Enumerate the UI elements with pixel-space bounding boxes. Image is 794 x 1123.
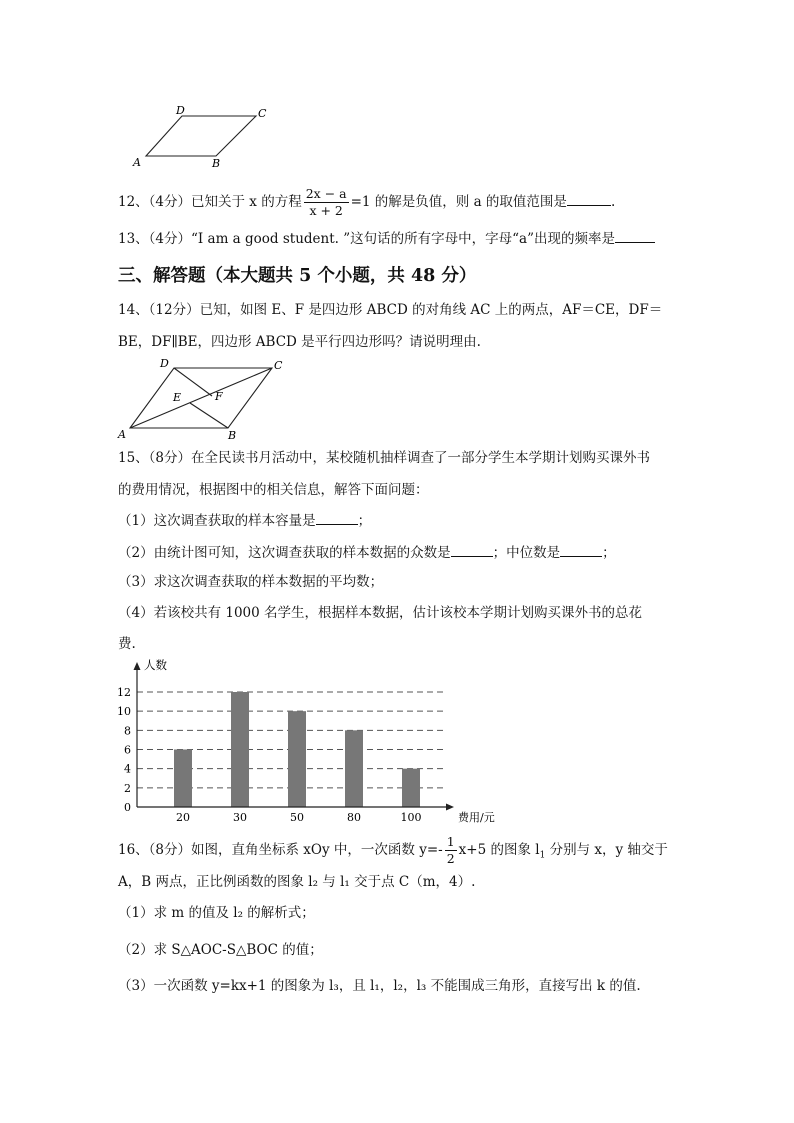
question-15-part-1 — [118, 510, 371, 531]
vertex-label-c: C — [258, 107, 267, 120]
segment-be — [190, 403, 228, 428]
vertex-label-b: B — [212, 157, 221, 170]
bar-100 — [402, 769, 420, 807]
question-15-part-4-line-2: 费. — [118, 636, 136, 652]
q16-fraction — [445, 834, 457, 867]
fig2-label-c: C — [274, 359, 283, 372]
question-16-part-1: （1）求 m 的值及 l₂ 的解析式； — [118, 905, 315, 921]
q12-end: . — [610, 194, 616, 210]
q15-p2-median-blank[interactable] — [560, 542, 602, 557]
question-16-part-2: （2）求 S△AOC-S△BOC 的值； — [118, 942, 323, 958]
y-tick-label: 8 — [124, 724, 131, 738]
fig2-label-e: E — [173, 391, 182, 404]
question-16-line-1 — [118, 834, 668, 867]
question-15-part-2 — [118, 542, 616, 563]
fig2-label-f: F — [215, 390, 223, 403]
q12-fraction-denominator: x + 2 — [309, 203, 343, 218]
diagonal-ac — [130, 368, 272, 428]
q15-p2-text-a: （2）由统计图可知，这次调查获取的样本数据的众数是 — [118, 545, 451, 561]
q12-answer-blank[interactable] — [567, 191, 611, 206]
fig2-label-a: A — [118, 428, 126, 441]
bar-20 — [174, 750, 192, 808]
x-tick-label: 80 — [347, 811, 361, 824]
q13-answer-blank[interactable] — [615, 228, 655, 243]
q16-text-b: x+5 的图象 l — [458, 842, 540, 858]
y-tick-label: 4 — [124, 762, 131, 776]
q12-suffix: =1 的解是负值，则 a 的取值范围是 — [350, 194, 567, 210]
question-16-line-2: A，B 两点，正比例函数的图象 l₂ 与 l₁ 交于点 C（m，4）. — [118, 874, 476, 890]
q15-p1-end: ； — [357, 513, 372, 529]
parallelogram-figure-1 — [128, 104, 278, 172]
question-15-line-1: 15、（8分）在全民读书月活动中，某校随机抽样调查了一部分学生本学期计划购买课外书 — [118, 450, 651, 466]
q15-p1-text: （1）这次调查获取的样本容量是 — [118, 513, 316, 529]
q15-p2-mode-blank[interactable] — [451, 542, 493, 557]
x-tick-label: 20 — [176, 811, 190, 824]
x-tick-label: 50 — [290, 811, 304, 824]
fig2-label-b: B — [228, 429, 237, 442]
q15-p2-text-b: ；中位数是 — [492, 545, 561, 561]
bar-50 — [288, 711, 306, 807]
vertex-label-d: D — [176, 104, 185, 117]
question-15-part-3: （3）求这次调查获取的样本数据的平均数； — [118, 574, 384, 590]
q16-subscript: 1 — [539, 850, 546, 861]
x-axis-arrow — [446, 804, 454, 811]
question-15-part-4-line-1: （4）若该校共有 1000 名学生，根据样本数据，估计该校本学期计划购买课外书的总花 — [118, 605, 643, 621]
y-tick-label: 2 — [124, 781, 131, 795]
q15-p2-end: ； — [602, 545, 616, 561]
q16-fraction-denominator: 2 — [446, 851, 455, 866]
q12-prefix: 12、（4分）已知关于 x 的方程 — [118, 194, 302, 210]
section-3-heading: 三、解答题（本大题共 5 个小题，共 48 分） — [118, 266, 477, 286]
bar-80 — [345, 730, 363, 807]
y-tick-label: 10 — [117, 705, 131, 719]
question-14-line-1: 14、（12分）已知，如图 E、F 是四边形 ABCD 的对角线 AC 上的两点，AF＝CE，DF＝ — [118, 302, 663, 318]
q13-text: 13、（4分）“I am a good student. ”这句话的所有字母中，字母“a”出现的频率是 — [118, 231, 615, 247]
y-axis-label: 人数 — [144, 658, 167, 672]
bar-chart — [110, 654, 510, 826]
question-16-part-3: （3）一次函数 y=kx+1 的图象为 l₃，且 l₁，l₂，l₃ 不能围成三角形，直接写出 k 的值. — [118, 978, 641, 994]
parallelogram-figure-2 — [116, 356, 292, 442]
y-tick-label: 6 — [124, 743, 131, 757]
question-14-line-2: BE，DF∥BE，四边形 ABCD 是平行四边形吗？请说明理由. — [118, 334, 481, 350]
q16-text-a: 16、（8分）如图，直角坐标系 xOy 中，一次函数 y=- — [118, 842, 443, 858]
bar-30 — [231, 692, 249, 807]
question-13 — [118, 228, 655, 249]
q12-fraction-numerator: 2x − a — [305, 186, 347, 201]
q15-p1-blank[interactable] — [316, 510, 358, 525]
y-tick-label: 0 — [124, 801, 131, 814]
question-12 — [118, 186, 615, 219]
y-axis-arrow — [134, 662, 141, 670]
fig2-label-d: D — [160, 357, 169, 370]
x-axis-label: 费用/元 — [458, 811, 495, 824]
y-tick-label: 12 — [117, 686, 131, 699]
x-tick-label: 100 — [400, 811, 422, 824]
question-15-line-2: 的费用情况，根据图中的相关信息，解答下面问题： — [118, 482, 429, 498]
vertex-label-a: A — [133, 156, 141, 169]
x-tick-label: 30 — [233, 811, 247, 824]
q16-fraction-numerator: 1 — [446, 834, 455, 849]
q12-fraction — [304, 186, 349, 219]
parallelogram-shape — [146, 116, 256, 156]
q16-text-c: 分别与 x，y 轴交于 — [545, 842, 668, 858]
